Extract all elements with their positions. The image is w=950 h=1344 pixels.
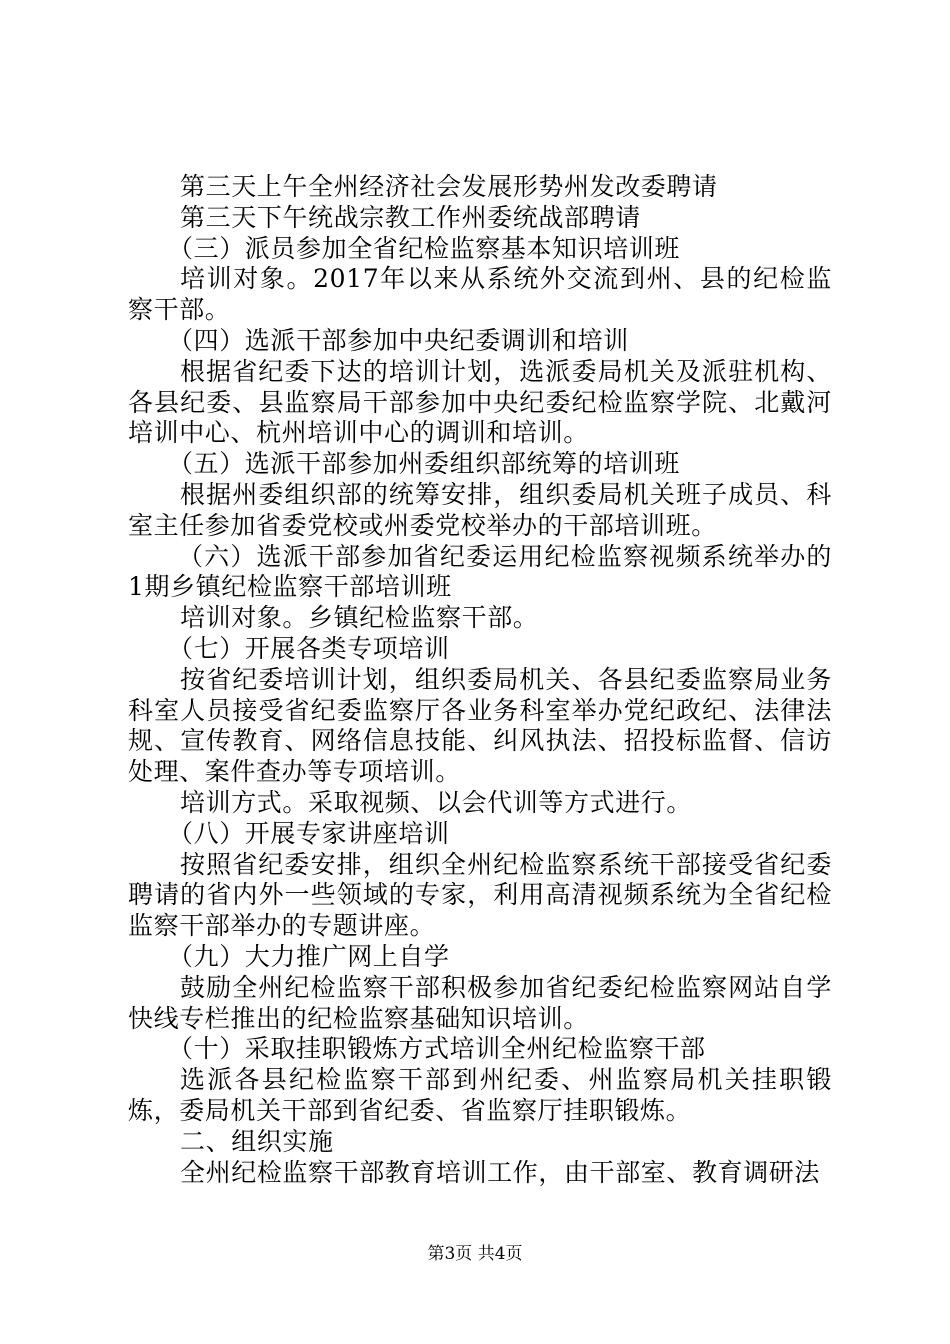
section-heading: （七）开展各类专项培训 (168, 633, 450, 663)
paragraph: 根据省纪委下达的培训计划，选派委局机关及派驻机构、各县纪委、县监察局干部参加中央纪委纪检监察学院、北戴河培训中心、杭州培训中心的调训和培训。 (128, 356, 832, 448)
paragraph: 鼓励全州纪检监察干部积极参加省纪委纪检监察网站自学快线专栏推出的纪检监察基础知识培训。 (128, 972, 832, 1033)
section-heading: （六）选派干部参加省纪委运用纪检监察视频系统举办的1期乡镇纪检监察干部培训班 (128, 541, 832, 602)
document-body (128, 172, 832, 1188)
paragraph: 第三天下午统战宗教工作州委统战部聘请 (180, 202, 641, 232)
paragraph: 全州纪检监察干部教育培训工作，由干部室、教育调研法 (180, 1157, 821, 1187)
page-footer: 第3页 共4页 (427, 1244, 523, 1264)
section-heading: （四）选派干部参加中央纪委调训和培训 (168, 325, 629, 355)
paragraph: 选派各县纪检监察干部到州纪委、州监察局机关挂职锻炼，委局机关干部到省纪委、省监察厅挂职锻炼。 (128, 1065, 832, 1125)
paragraph: 根据州委组织部的统筹安排，组织委局机关班子成员、科室主任参加省委党校或州委党校举办的干部培训班。 (128, 479, 832, 540)
section-heading: 二、组织实施 (180, 1126, 334, 1156)
section-heading: （十）采取挂职锻炼方式培训全州纪检监察干部 (168, 1034, 706, 1064)
section-heading: （九）大力推广网上自学 (168, 941, 450, 971)
paragraph: 第三天上午全州经济社会发展形势州发改委聘请 (180, 172, 718, 201)
paragraph: 培训对象。乡镇纪检监察干部。 (180, 603, 539, 633)
section-heading: （三）派员参加全省纪检监察基本知识培训班 (168, 233, 681, 263)
section-heading: （八）开展专家讲座培训 (168, 818, 450, 848)
paragraph: 培训方式。采取视频、以会代训等方式进行。 (180, 787, 693, 817)
paragraph: 按省纪委培训计划，组织委局机关、各县纪委监察局业务科室人员接受省纪委监察厅各业务科室举办党纪政纪、法律法规、宣传教育、网络信息技能、纠风执法、招投标监督、信访处理、案件查办等专项培训。 (128, 664, 832, 787)
paragraph: 培训对象。2017年以来从系统外交流到州、县的纪检监察干部。 (128, 264, 832, 325)
paragraph: 按照省纪委安排，组织全州纪检监察系统干部接受省纪委聘请的省内外一些领域的专家，利用高清视频系统为全省纪检监察干部举办的专题讲座。 (128, 849, 832, 941)
section-heading: （五）选派干部参加州委组织部统筹的培训班 (168, 449, 681, 479)
